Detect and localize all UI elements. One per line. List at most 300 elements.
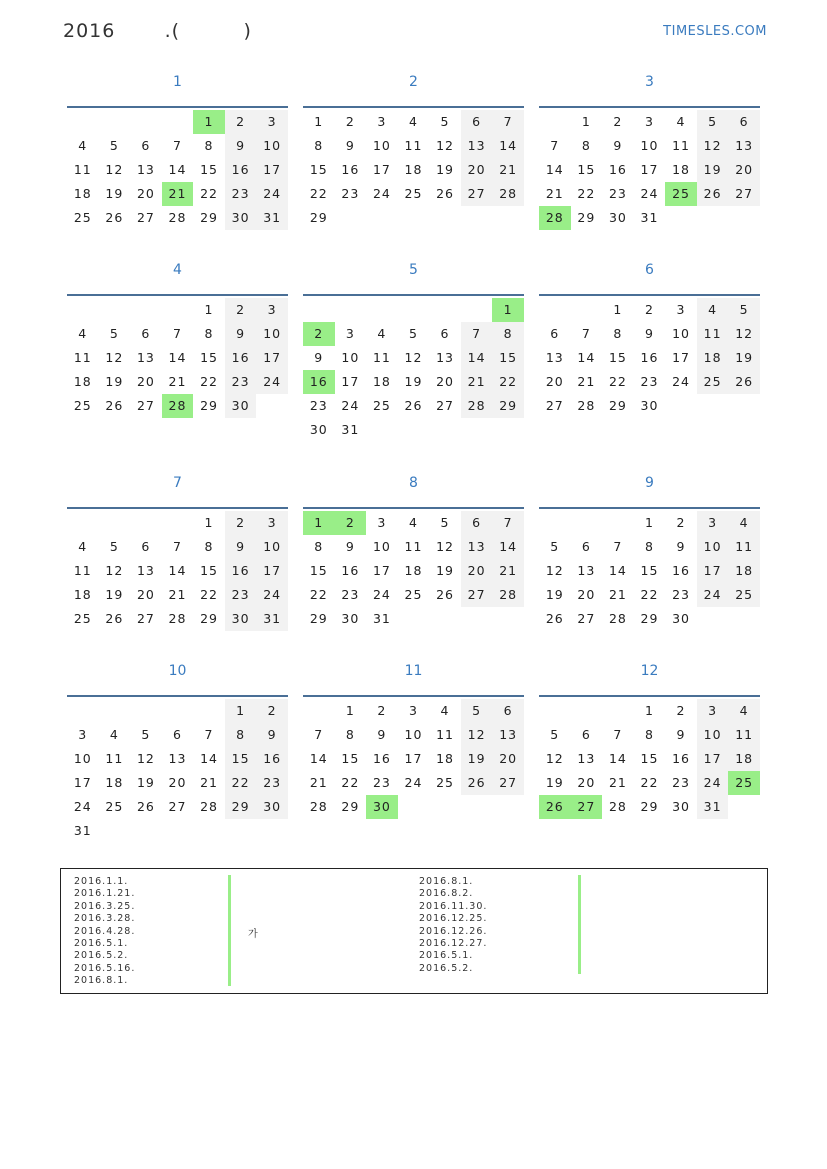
day-cell[interactable]: 4 (728, 511, 760, 535)
day-cell[interactable]: 26 (404, 398, 423, 413)
day-cell[interactable]: 6 (492, 699, 524, 723)
day-cell[interactable]: 9 (613, 138, 623, 153)
day-cell[interactable]: 30 (225, 394, 257, 418)
day-cell[interactable]: 20 (461, 559, 493, 583)
day-cell[interactable]: 27 (728, 182, 760, 206)
day-cell[interactable]: 19 (105, 186, 124, 201)
day-cell[interactable]: 31 (256, 607, 288, 631)
day-cell[interactable]: 11 (404, 138, 423, 153)
day-cell[interactable]: 13 (577, 563, 596, 578)
day-cell[interactable]: 1 (345, 703, 355, 718)
day-cell[interactable]: 17 (256, 346, 288, 370)
day-cell[interactable]: 31 (697, 795, 729, 819)
day-cell[interactable]: 7 (204, 727, 214, 742)
day-cell[interactable]: 9 (644, 326, 654, 341)
day-cell[interactable]: 7 (492, 511, 524, 535)
day-cell[interactable]: 10 (640, 138, 659, 153)
day-cell[interactable]: 11 (73, 162, 92, 177)
day-cell[interactable]: 21 (608, 775, 627, 790)
day-cell[interactable]: 10 (372, 539, 391, 554)
day-cell[interactable]: 10 (256, 535, 288, 559)
day-cell[interactable]: 2 (225, 298, 257, 322)
holiday-cell[interactable]: 25 (665, 182, 697, 206)
day-cell[interactable]: 1 (314, 114, 324, 129)
day-cell[interactable]: 6 (440, 326, 450, 341)
day-cell[interactable]: 2 (345, 114, 355, 129)
day-cell[interactable]: 4 (408, 114, 418, 129)
day-cell[interactable]: 21 (461, 370, 493, 394)
holiday-cell[interactable]: 30 (366, 795, 398, 819)
day-cell[interactable]: 1 (644, 703, 654, 718)
day-cell[interactable]: 29 (640, 611, 659, 626)
day-cell[interactable]: 3 (676, 302, 686, 317)
day-cell[interactable]: 27 (492, 771, 524, 795)
day-cell[interactable]: 23 (309, 398, 328, 413)
day-cell[interactable]: 4 (78, 539, 88, 554)
day-cell[interactable]: 17 (640, 162, 659, 177)
day-cell[interactable]: 20 (492, 747, 524, 771)
day-cell[interactable]: 11 (728, 535, 760, 559)
day-cell[interactable]: 21 (200, 775, 218, 790)
day-cell[interactable]: 18 (404, 563, 423, 578)
day-cell[interactable]: 6 (581, 539, 591, 554)
day-cell[interactable]: 16 (372, 751, 391, 766)
day-cell[interactable]: 20 (136, 374, 155, 389)
day-cell[interactable]: 10 (256, 134, 288, 158)
day-cell[interactable]: 4 (78, 138, 88, 153)
day-cell[interactable]: 6 (141, 539, 151, 554)
day-cell[interactable]: 3 (697, 511, 729, 535)
day-cell[interactable]: 17 (256, 158, 288, 182)
day-cell[interactable]: 28 (577, 398, 596, 413)
day-cell[interactable]: 23 (341, 587, 360, 602)
day-cell[interactable]: 26 (436, 587, 454, 602)
day-cell[interactable]: 30 (608, 210, 627, 225)
day-cell[interactable]: 19 (105, 587, 124, 602)
day-cell[interactable]: 23 (372, 775, 391, 790)
day-cell[interactable]: 26 (461, 771, 493, 795)
day-cell[interactable]: 17 (73, 775, 92, 790)
day-cell[interactable]: 12 (105, 563, 124, 578)
day-cell[interactable]: 9 (225, 322, 257, 346)
day-cell[interactable]: 8 (644, 539, 654, 554)
day-cell[interactable]: 7 (581, 326, 591, 341)
day-cell[interactable]: 11 (436, 727, 454, 742)
day-cell[interactable]: 25 (404, 186, 423, 201)
day-cell[interactable]: 20 (436, 374, 454, 389)
day-cell[interactable]: 31 (372, 611, 391, 626)
day-cell[interactable]: 12 (545, 751, 564, 766)
day-cell[interactable]: 26 (697, 182, 729, 206)
day-cell[interactable]: 3 (78, 727, 88, 742)
day-cell[interactable]: 11 (73, 563, 92, 578)
day-cell[interactable]: 9 (676, 539, 686, 554)
day-cell[interactable]: 21 (577, 374, 596, 389)
day-cell[interactable]: 24 (672, 374, 690, 389)
day-cell[interactable]: 21 (492, 158, 524, 182)
day-cell[interactable]: 14 (608, 751, 627, 766)
day-cell[interactable]: 13 (492, 723, 524, 747)
day-cell[interactable]: 28 (492, 583, 524, 607)
holiday-cell[interactable]: 1 (492, 298, 524, 322)
day-cell[interactable]: 13 (577, 751, 596, 766)
day-cell[interactable]: 2 (676, 515, 686, 530)
day-cell[interactable]: 18 (436, 751, 454, 766)
day-cell[interactable]: 6 (550, 326, 560, 341)
day-cell[interactable]: 8 (492, 322, 524, 346)
day-cell[interactable]: 14 (461, 346, 493, 370)
day-cell[interactable]: 29 (225, 795, 257, 819)
day-cell[interactable]: 31 (256, 206, 288, 230)
day-cell[interactable]: 17 (697, 559, 729, 583)
day-cell[interactable]: 10 (372, 138, 391, 153)
day-cell[interactable]: 14 (200, 751, 218, 766)
day-cell[interactable]: 10 (404, 727, 423, 742)
day-cell[interactable]: 25 (73, 611, 92, 626)
day-cell[interactable]: 18 (73, 186, 92, 201)
day-cell[interactable]: 15 (225, 747, 257, 771)
day-cell[interactable]: 8 (613, 326, 623, 341)
day-cell[interactable]: 14 (608, 563, 627, 578)
day-cell[interactable]: 19 (404, 374, 423, 389)
day-cell[interactable]: 16 (225, 559, 257, 583)
day-cell[interactable]: 16 (672, 751, 690, 766)
day-cell[interactable]: 6 (141, 326, 151, 341)
brand-logo[interactable]: TIMESLES.COM (663, 24, 767, 39)
day-cell[interactable]: 16 (225, 158, 257, 182)
day-cell[interactable]: 10 (697, 535, 729, 559)
day-cell[interactable]: 15 (309, 162, 328, 177)
day-cell[interactable]: 29 (309, 210, 328, 225)
day-cell[interactable]: 15 (200, 162, 218, 177)
day-cell[interactable]: 25 (436, 775, 454, 790)
day-cell[interactable]: 3 (644, 114, 654, 129)
day-cell[interactable]: 30 (309, 422, 328, 437)
day-cell[interactable]: 9 (377, 727, 387, 742)
day-cell[interactable]: 8 (644, 727, 654, 742)
day-cell[interactable]: 27 (577, 611, 596, 626)
day-cell[interactable]: 12 (461, 723, 493, 747)
day-cell[interactable]: 7 (492, 110, 524, 134)
day-cell[interactable]: 31 (640, 210, 659, 225)
day-cell[interactable]: 13 (436, 350, 454, 365)
day-cell[interactable]: 17 (341, 374, 360, 389)
day-cell[interactable]: 28 (168, 611, 187, 626)
day-cell[interactable]: 15 (200, 350, 218, 365)
day-cell[interactable]: 6 (728, 110, 760, 134)
day-cell[interactable]: 15 (640, 751, 659, 766)
day-cell[interactable]: 31 (73, 823, 92, 838)
day-cell[interactable]: 31 (341, 422, 360, 437)
day-cell[interactable]: 16 (341, 563, 360, 578)
day-cell[interactable]: 9 (345, 138, 355, 153)
day-cell[interactable]: 18 (728, 747, 760, 771)
day-cell[interactable]: 29 (200, 398, 218, 413)
day-cell[interactable]: 12 (404, 350, 423, 365)
day-cell[interactable]: 18 (672, 162, 690, 177)
day-cell[interactable]: 8 (204, 138, 214, 153)
day-cell[interactable]: 28 (608, 611, 627, 626)
day-cell[interactable]: 4 (78, 326, 88, 341)
day-cell[interactable]: 16 (225, 346, 257, 370)
day-cell[interactable]: 8 (314, 539, 324, 554)
day-cell[interactable]: 25 (73, 210, 92, 225)
day-cell[interactable]: 26 (436, 186, 454, 201)
day-cell[interactable]: 27 (136, 210, 155, 225)
day-cell[interactable]: 22 (577, 186, 596, 201)
day-cell[interactable]: 9 (225, 535, 257, 559)
day-cell[interactable]: 8 (204, 539, 214, 554)
day-cell[interactable]: 4 (408, 515, 418, 530)
day-cell[interactable]: 14 (492, 134, 524, 158)
day-cell[interactable]: 22 (341, 775, 360, 790)
holiday-cell[interactable]: 28 (162, 394, 194, 418)
day-cell[interactable]: 7 (550, 138, 560, 153)
day-cell[interactable]: 26 (105, 210, 124, 225)
day-cell[interactable]: 23 (225, 583, 257, 607)
holiday-cell[interactable]: 2 (335, 511, 367, 535)
day-cell[interactable]: 20 (168, 775, 187, 790)
day-cell[interactable]: 18 (404, 162, 423, 177)
day-cell[interactable]: 24 (697, 583, 729, 607)
day-cell[interactable]: 29 (200, 210, 218, 225)
day-cell[interactable]: 13 (136, 350, 155, 365)
day-cell[interactable]: 19 (545, 775, 564, 790)
day-cell[interactable]: 29 (640, 799, 659, 814)
day-cell[interactable]: 3 (377, 114, 387, 129)
day-cell[interactable]: 4 (377, 326, 387, 341)
day-cell[interactable]: 8 (581, 138, 591, 153)
day-cell[interactable]: 7 (172, 326, 182, 341)
day-cell[interactable]: 15 (341, 751, 360, 766)
day-cell[interactable]: 15 (640, 563, 659, 578)
day-cell[interactable]: 5 (550, 727, 560, 742)
day-cell[interactable]: 23 (608, 186, 627, 201)
day-cell[interactable]: 27 (461, 583, 493, 607)
day-cell[interactable]: 26 (136, 799, 155, 814)
day-cell[interactable]: 29 (608, 398, 627, 413)
day-cell[interactable]: 12 (436, 539, 454, 554)
day-cell[interactable]: 5 (141, 727, 151, 742)
day-cell[interactable]: 30 (672, 799, 690, 814)
day-cell[interactable]: 10 (697, 723, 729, 747)
day-cell[interactable]: 15 (577, 162, 596, 177)
day-cell[interactable]: 6 (141, 138, 151, 153)
day-cell[interactable]: 30 (256, 795, 288, 819)
day-cell[interactable]: 14 (492, 535, 524, 559)
day-cell[interactable]: 5 (550, 539, 560, 554)
day-cell[interactable]: 3 (408, 703, 418, 718)
day-cell[interactable]: 11 (728, 723, 760, 747)
day-cell[interactable]: 8 (314, 138, 324, 153)
day-cell[interactable]: 7 (613, 539, 623, 554)
day-cell[interactable]: 13 (168, 751, 187, 766)
day-cell[interactable]: 27 (436, 398, 454, 413)
day-cell[interactable]: 14 (168, 162, 187, 177)
day-cell[interactable]: 24 (256, 182, 288, 206)
holiday-cell[interactable]: 27 (571, 795, 603, 819)
day-cell[interactable]: 26 (728, 370, 760, 394)
day-cell[interactable]: 4 (676, 114, 686, 129)
day-cell[interactable]: 4 (728, 699, 760, 723)
day-cell[interactable]: 29 (200, 611, 218, 626)
day-cell[interactable]: 20 (577, 587, 596, 602)
day-cell[interactable]: 24 (341, 398, 360, 413)
day-cell[interactable]: 19 (436, 563, 454, 578)
day-cell[interactable]: 22 (309, 587, 328, 602)
day-cell[interactable]: 20 (461, 158, 493, 182)
day-cell[interactable]: 27 (545, 398, 564, 413)
day-cell[interactable]: 30 (225, 607, 257, 631)
day-cell[interactable]: 20 (577, 775, 596, 790)
day-cell[interactable]: 22 (608, 374, 627, 389)
day-cell[interactable]: 29 (577, 210, 596, 225)
day-cell[interactable]: 12 (436, 138, 454, 153)
day-cell[interactable]: 19 (545, 587, 564, 602)
day-cell[interactable]: 19 (105, 374, 124, 389)
day-cell[interactable]: 19 (728, 346, 760, 370)
day-cell[interactable]: 18 (73, 374, 92, 389)
holiday-cell[interactable]: 21 (162, 182, 194, 206)
day-cell[interactable]: 29 (309, 611, 328, 626)
day-cell[interactable]: 20 (136, 186, 155, 201)
day-cell[interactable]: 25 (73, 398, 92, 413)
day-cell[interactable]: 28 (608, 799, 627, 814)
day-cell[interactable]: 22 (640, 587, 659, 602)
day-cell[interactable]: 2 (256, 699, 288, 723)
day-cell[interactable]: 5 (109, 326, 119, 341)
day-cell[interactable]: 23 (225, 370, 257, 394)
day-cell[interactable]: 6 (461, 511, 493, 535)
day-cell[interactable]: 30 (341, 611, 360, 626)
holiday-cell[interactable]: 1 (303, 511, 335, 535)
day-cell[interactable]: 8 (345, 727, 355, 742)
day-cell[interactable]: 9 (225, 134, 257, 158)
day-cell[interactable]: 9 (676, 727, 686, 742)
day-cell[interactable]: 21 (168, 587, 187, 602)
day-cell[interactable]: 1 (613, 302, 623, 317)
day-cell[interactable]: 28 (168, 210, 187, 225)
day-cell[interactable]: 3 (256, 110, 288, 134)
day-cell[interactable]: 17 (372, 563, 391, 578)
day-cell[interactable]: 5 (109, 539, 119, 554)
day-cell[interactable]: 27 (136, 398, 155, 413)
day-cell[interactable]: 16 (672, 563, 690, 578)
day-cell[interactable]: 25 (372, 398, 391, 413)
day-cell[interactable]: 25 (728, 583, 760, 607)
day-cell[interactable]: 11 (105, 751, 124, 766)
day-cell[interactable]: 13 (136, 162, 155, 177)
holiday-cell[interactable]: 2 (303, 322, 335, 346)
day-cell[interactable]: 20 (136, 587, 155, 602)
day-cell[interactable]: 13 (136, 563, 155, 578)
day-cell[interactable]: 30 (672, 611, 690, 626)
day-cell[interactable]: 18 (728, 559, 760, 583)
day-cell[interactable]: 2 (225, 511, 257, 535)
day-cell[interactable]: 19 (436, 162, 454, 177)
day-cell[interactable]: 15 (200, 563, 218, 578)
day-cell[interactable]: 4 (697, 298, 729, 322)
day-cell[interactable]: 21 (608, 587, 627, 602)
day-cell[interactable]: 12 (697, 134, 729, 158)
day-cell[interactable]: 23 (256, 771, 288, 795)
day-cell[interactable]: 18 (697, 346, 729, 370)
day-cell[interactable]: 13 (545, 350, 564, 365)
day-cell[interactable]: 14 (168, 563, 187, 578)
day-cell[interactable]: 20 (728, 158, 760, 182)
day-cell[interactable]: 6 (172, 727, 182, 742)
day-cell[interactable]: 14 (577, 350, 596, 365)
day-cell[interactable]: 20 (545, 374, 564, 389)
day-cell[interactable]: 17 (672, 350, 690, 365)
day-cell[interactable]: 5 (728, 298, 760, 322)
day-cell[interactable]: 21 (492, 559, 524, 583)
day-cell[interactable]: 24 (640, 186, 659, 201)
day-cell[interactable]: 7 (172, 138, 182, 153)
day-cell[interactable]: 22 (309, 186, 328, 201)
day-cell[interactable]: 27 (461, 182, 493, 206)
day-cell[interactable]: 5 (440, 515, 450, 530)
day-cell[interactable]: 28 (461, 394, 493, 418)
day-cell[interactable]: 11 (404, 539, 423, 554)
holiday-cell[interactable]: 1 (193, 110, 225, 134)
day-cell[interactable]: 5 (461, 699, 493, 723)
day-cell[interactable]: 16 (341, 162, 360, 177)
day-cell[interactable]: 4 (109, 727, 119, 742)
day-cell[interactable]: 17 (697, 747, 729, 771)
day-cell[interactable]: 15 (309, 563, 328, 578)
day-cell[interactable]: 12 (545, 563, 564, 578)
day-cell[interactable]: 24 (372, 587, 391, 602)
day-cell[interactable]: 12 (105, 350, 124, 365)
day-cell[interactable]: 16 (640, 350, 659, 365)
day-cell[interactable]: 8 (204, 326, 214, 341)
day-cell[interactable]: 11 (73, 350, 92, 365)
day-cell[interactable]: 25 (697, 370, 729, 394)
day-cell[interactable]: 1 (581, 114, 591, 129)
day-cell[interactable]: 1 (644, 515, 654, 530)
day-cell[interactable]: 18 (73, 587, 92, 602)
day-cell[interactable]: 12 (105, 162, 124, 177)
holiday-cell[interactable]: 16 (303, 370, 335, 394)
day-cell[interactable]: 29 (341, 799, 360, 814)
day-cell[interactable]: 10 (672, 326, 690, 341)
day-cell[interactable]: 5 (109, 138, 119, 153)
day-cell[interactable]: 22 (225, 771, 257, 795)
day-cell[interactable]: 3 (697, 699, 729, 723)
day-cell[interactable]: 19 (136, 775, 155, 790)
day-cell[interactable]: 26 (105, 398, 124, 413)
day-cell[interactable]: 24 (404, 775, 423, 790)
day-cell[interactable]: 22 (492, 370, 524, 394)
holiday-cell[interactable]: 26 (539, 795, 571, 819)
day-cell[interactable]: 28 (200, 799, 218, 814)
day-cell[interactable]: 28 (492, 182, 524, 206)
day-cell[interactable]: 24 (256, 583, 288, 607)
day-cell[interactable]: 1 (204, 302, 214, 317)
day-cell[interactable]: 17 (256, 559, 288, 583)
day-cell[interactable]: 3 (377, 515, 387, 530)
day-cell[interactable]: 25 (404, 587, 423, 602)
day-cell[interactable]: 26 (545, 611, 564, 626)
holiday-cell[interactable]: 28 (539, 206, 571, 230)
day-cell[interactable]: 7 (461, 322, 493, 346)
day-cell[interactable]: 2 (613, 114, 623, 129)
day-cell[interactable]: 23 (341, 186, 360, 201)
day-cell[interactable]: 23 (225, 182, 257, 206)
day-cell[interactable]: 13 (728, 134, 760, 158)
day-cell[interactable]: 28 (309, 799, 328, 814)
